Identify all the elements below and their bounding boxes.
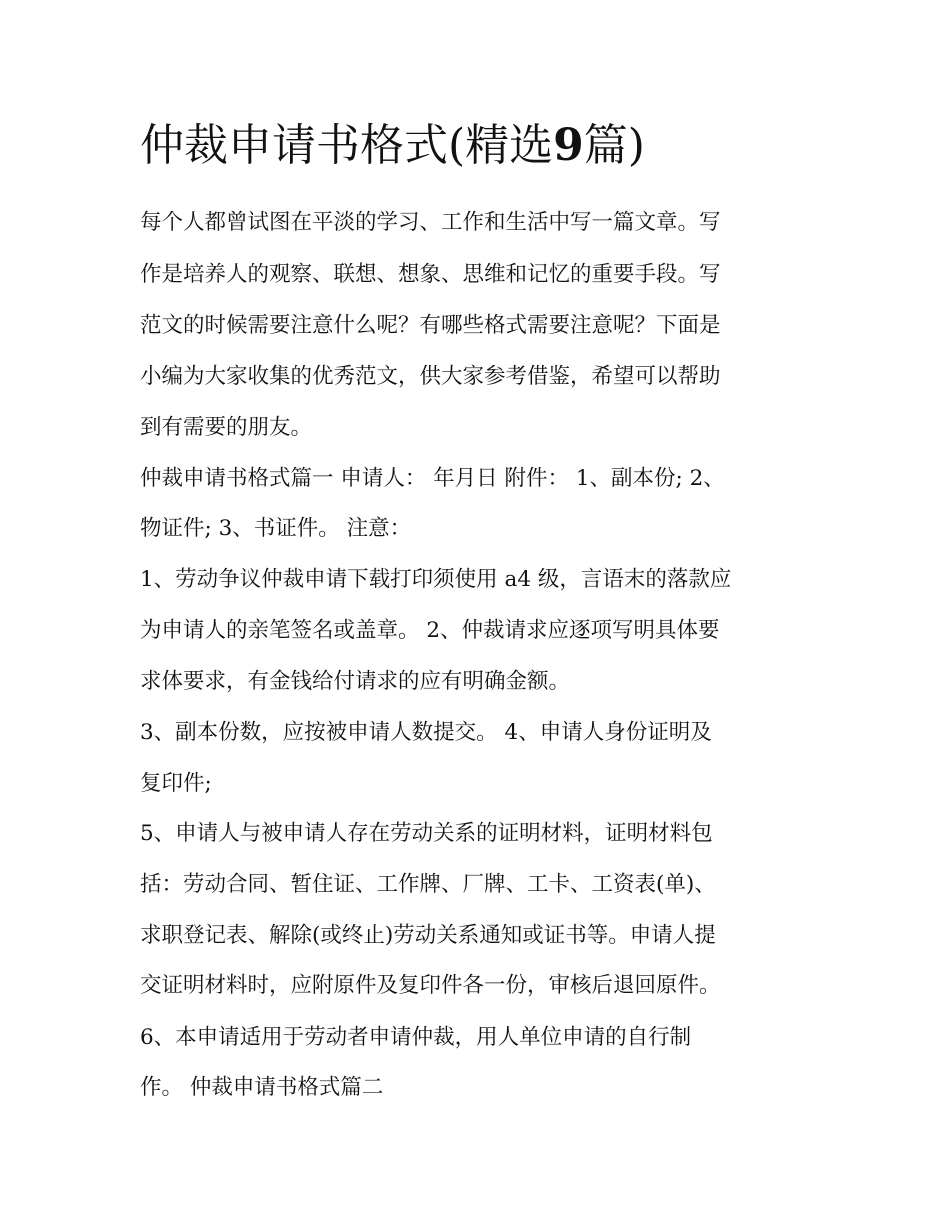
page-title xyxy=(140,116,840,176)
text-line-18: 作。 仲裁申请书格式篇二 xyxy=(140,1075,384,1100)
text-line-14: 括：劳动合同、暂住证、工作牌、厂牌、工卡、工资表(单)、 xyxy=(140,872,716,897)
title-number: 9 xyxy=(553,120,584,171)
text-line-16: 交证明材料时，应附原件及复印件各一份，审核后退回原件。 xyxy=(140,973,721,998)
text-line-11: 3、副本份数，应按被申请人数提交。 4、申请人身份证明及 xyxy=(140,720,712,745)
title-main: 仲裁申请书格式(精选 xyxy=(140,120,554,171)
text-line-2: 作是培养人的观察、联想、想象、思维和记忆的重要手段。写 xyxy=(140,262,721,287)
text-line-17: 6、本申请适用于劳动者申请仲裁，用人单位申请的自行制 xyxy=(140,1025,692,1050)
text-line-4: 小编为大家收集的优秀范文，供大家参考借鉴，希望可以帮助 xyxy=(140,364,721,389)
text-line-7: 物证件; 3、书证件。 注意： xyxy=(140,516,412,541)
text-line-5: 到有需要的朋友。 xyxy=(140,415,313,440)
text-line-13: 5、申请人与被申请人存在劳动关系的证明材料，证明材料包 xyxy=(140,821,713,846)
text-line-6: 仲裁申请书格式篇一 申请人： 年月日 附件： 1、副本份; 2、 xyxy=(140,466,725,491)
text-line-3: 范文的时候需要注意什么呢？有哪些格式需要注意呢？下面是 xyxy=(140,313,721,338)
title-end: 篇) xyxy=(583,120,645,171)
text-line-10: 求体要求，有金钱给付请求的应有明确金额。 xyxy=(140,669,571,694)
text-line-15: 求职登记表、解除(或终止)劳动关系通知或证书等。申请人提 xyxy=(140,923,716,948)
text-line-9: 为申请人的亲笔签名或盖章。 2、仲裁请求应逐项写明具体要 xyxy=(140,618,720,643)
text-line-12: 复印件; xyxy=(140,771,212,796)
text-line-8: 1、劳动争议仲裁申请下载打印须使用 a4 级，言语末的落款应 xyxy=(140,567,732,592)
text-line-1: 每个人都曾试图在平淡的学习、工作和生活中写一篇文章。写 xyxy=(140,210,721,235)
